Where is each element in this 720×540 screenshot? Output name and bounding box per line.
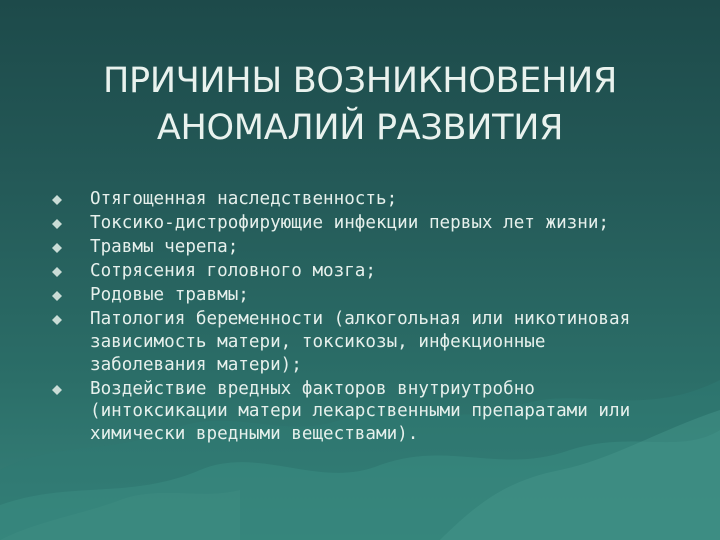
diamond-bullet-icon: [52, 243, 62, 253]
bullet-text: Травмы черепа;: [90, 236, 239, 257]
bullet-text: Токсико-дистрофирующие инфекции первых лет жизни;: [90, 212, 610, 233]
bullet-item-concussion: [50, 260, 710, 283]
bullet-item-intrauterine-factors: [50, 378, 710, 446]
bullet-text-line: Воздействие вредных факторов внутриутробно: [90, 378, 535, 399]
bullet-text-line: заболевания матери);: [90, 354, 302, 375]
bullet-text-line: зависимость матери, токсикозы, инфекционные: [90, 331, 546, 352]
diamond-bullet-icon: [52, 219, 62, 229]
bullet-text: Отягощенная наследственность;: [90, 189, 398, 209]
bullet-item-skull-trauma: [50, 236, 710, 259]
bullet-text-line: (интоксикации матери лекарственными препаратами или: [90, 401, 631, 422]
slide-title: [40, 58, 680, 152]
bullet-item-heredity: [50, 188, 710, 211]
bullet-text: Сотрясения головного мозга;: [90, 260, 376, 281]
diamond-bullet-icon: [52, 315, 62, 325]
diamond-bullet-icon: [52, 267, 62, 277]
bullet-text-line: химически вредными веществами).: [90, 424, 419, 445]
diamond-bullet-icon: [52, 195, 62, 205]
bullet-item-birth-trauma: [50, 284, 710, 307]
bullet-text-line: Патология беременности (алкогольная или никотиновая: [90, 308, 631, 329]
bullet-text: Родовые травмы;: [90, 284, 249, 305]
diamond-bullet-icon: [52, 291, 62, 301]
bullet-item-pregnancy-pathology: [50, 308, 710, 376]
diamond-bullet-icon: [52, 385, 62, 395]
causes-bullet-list: [50, 188, 710, 447]
bullet-item-infections: [50, 212, 710, 235]
slide-title-line-2: АНОМАЛИЙ РАЗВИТИЯ: [156, 108, 564, 148]
slide-title-line-1: ПРИЧИНЫ ВОЗНИКНОВЕНИЯ: [103, 61, 617, 101]
